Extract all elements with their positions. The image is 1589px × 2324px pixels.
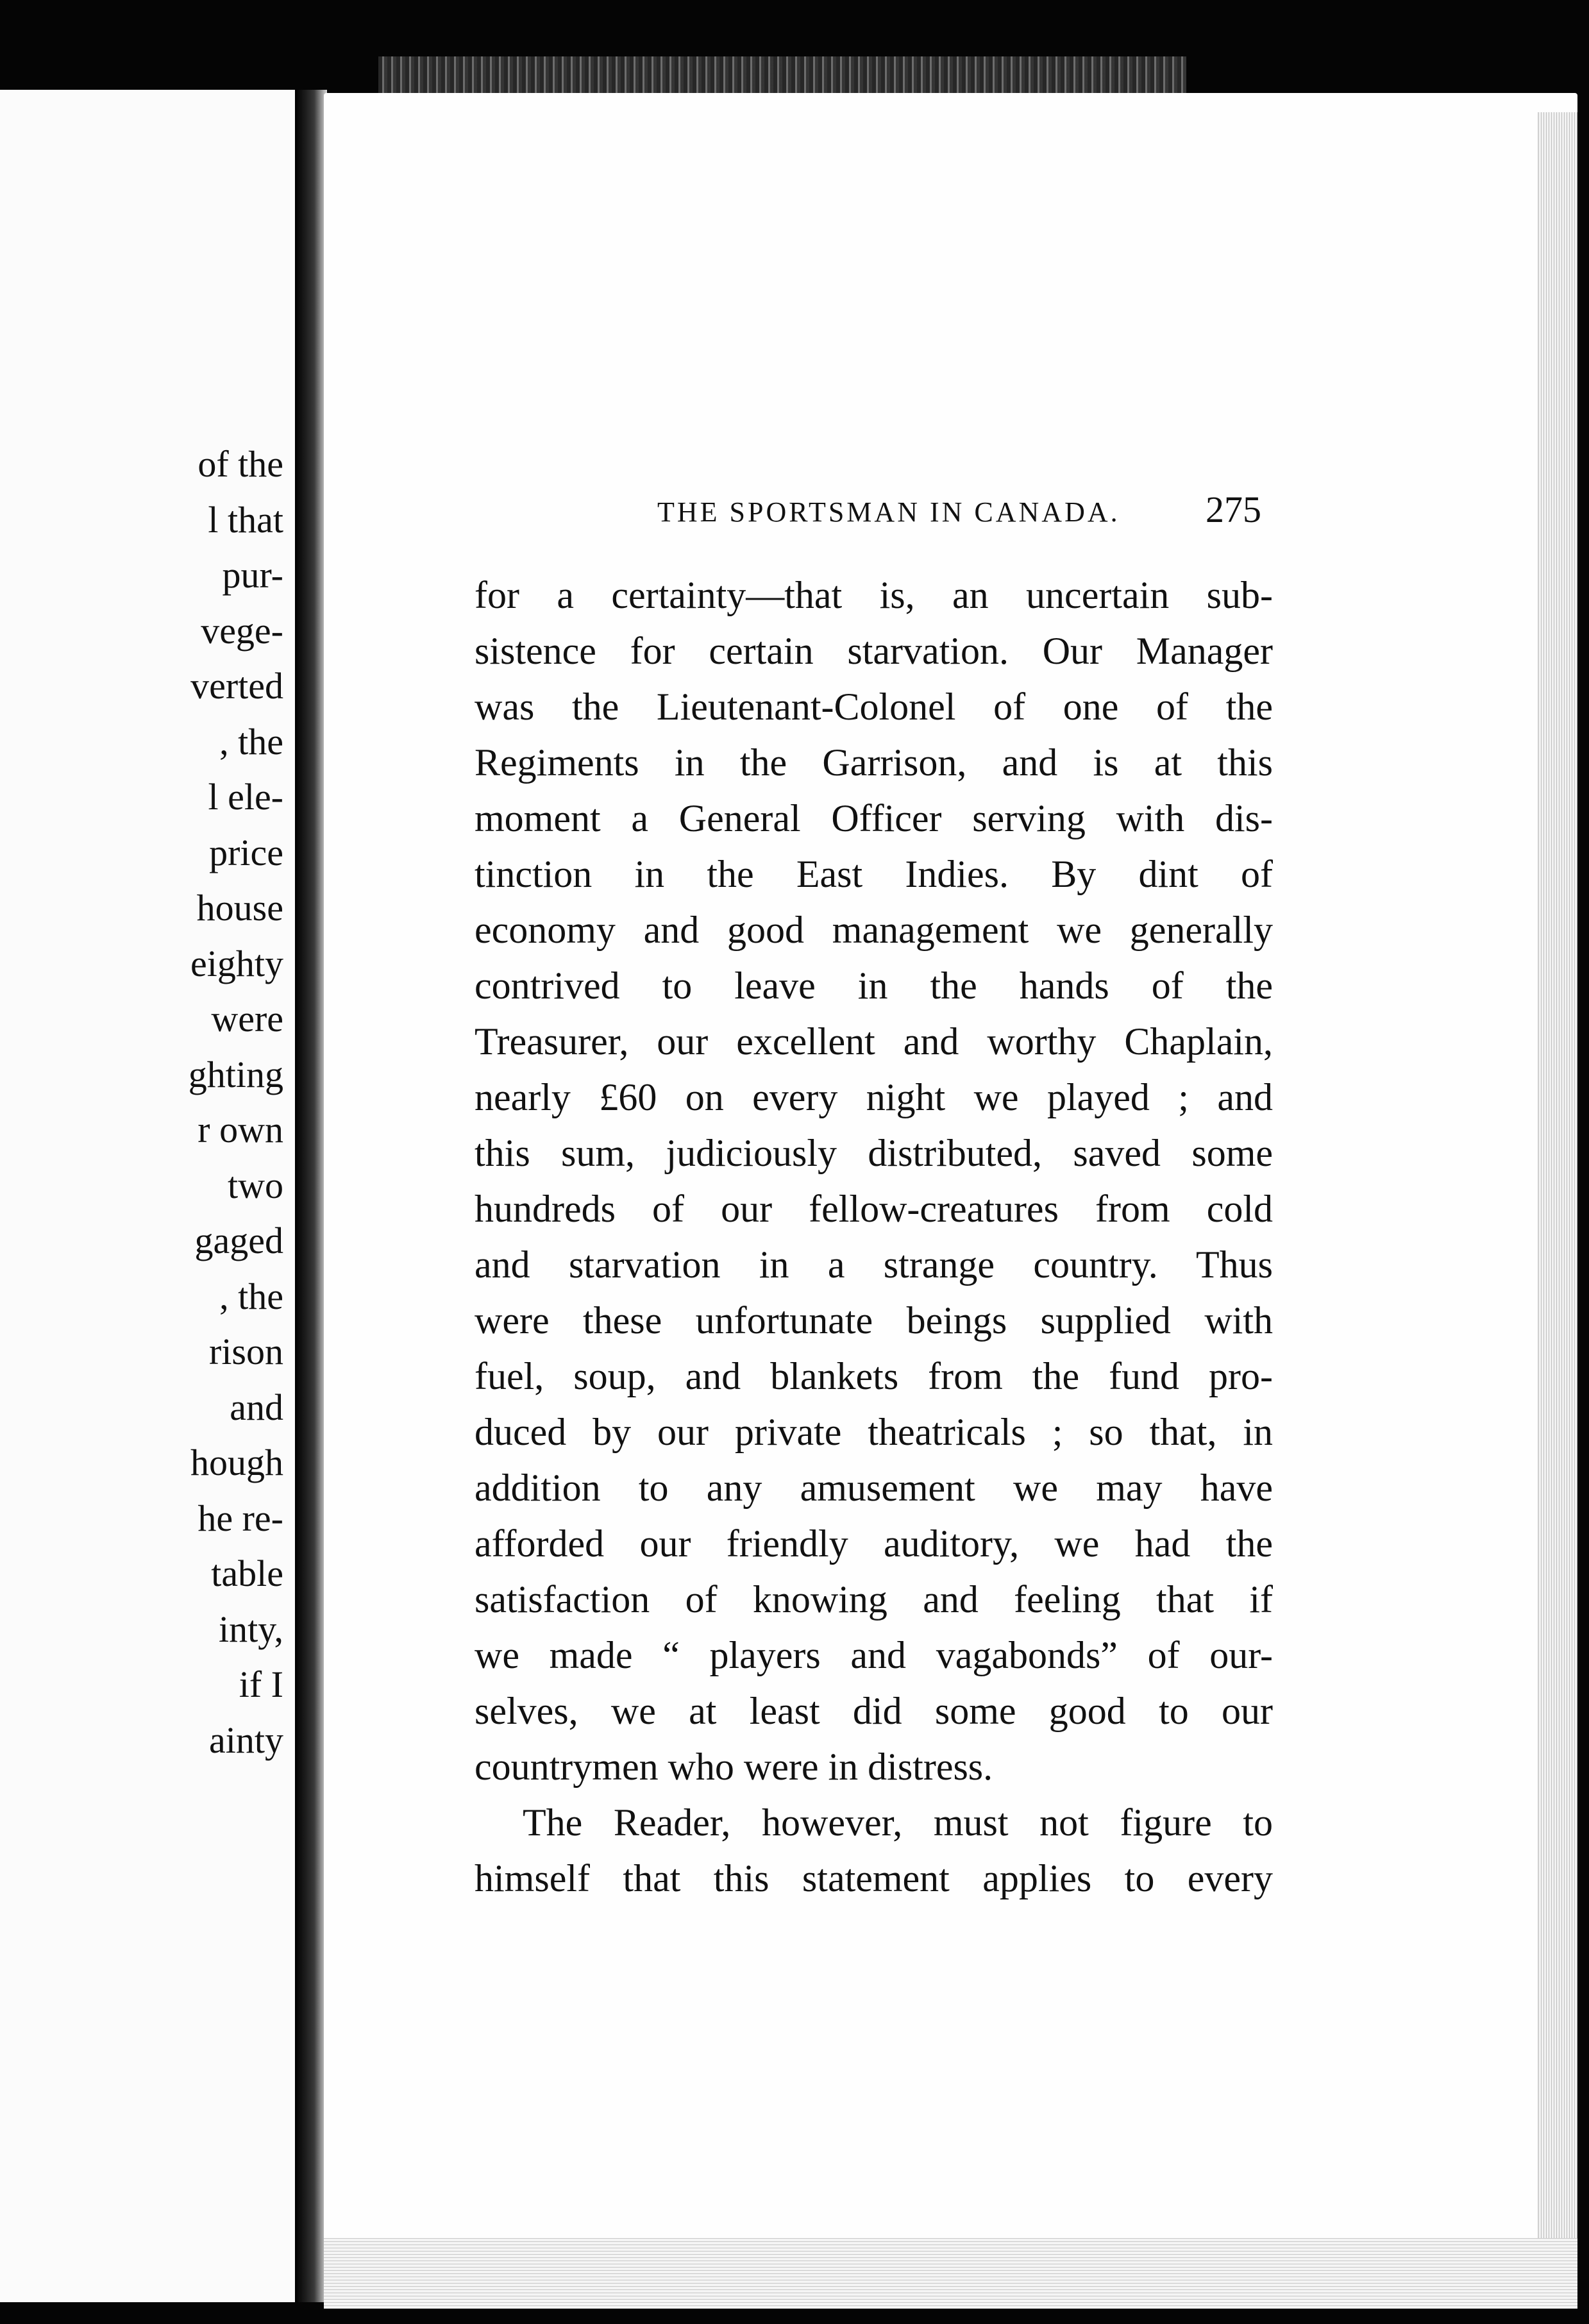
left-page-line: table	[211, 1553, 283, 1594]
text-line: hundreds of our fellow-creatures from cold	[475, 1188, 1273, 1230]
book-gutter	[295, 90, 327, 2302]
page-bottom-edge	[324, 2238, 1577, 2309]
text-line: were these unfortunate beings supplied with	[475, 1299, 1273, 1342]
left-page-line: , the	[219, 1275, 283, 1317]
left-page-line: of the	[198, 443, 283, 485]
left-page-line: hough	[190, 1442, 283, 1483]
text-line: afforded our friendly auditory, we had the	[475, 1522, 1273, 1565]
text-line: selves, we at least did some good to our	[475, 1690, 1273, 1732]
text-line: economy and good management we generally	[475, 909, 1273, 951]
left-page-line: l ele-	[208, 776, 283, 818]
text-line: Treasurer, our excellent and worthy Chaplain,	[475, 1020, 1273, 1063]
left-page-line: house	[196, 887, 283, 929]
text-line: fuel, soup, and blankets from the fund pro-	[475, 1355, 1273, 1397]
text-line: and starvation in a strange country. Thus	[475, 1243, 1273, 1286]
left-page-line: gaged	[194, 1220, 283, 1261]
text-line: for a certainty—that is, an uncertain sub-	[475, 574, 1273, 616]
page-fore-edge	[1538, 112, 1577, 2305]
text-line: satisfaction of knowing and feeling that if	[475, 1578, 1273, 1621]
text-line: moment a General Officer serving with dis-	[475, 797, 1273, 839]
left-page-line: if I	[239, 1663, 283, 1705]
current-page	[324, 93, 1577, 2309]
text-line: tinction in the East Indies. By dint of	[475, 853, 1273, 895]
left-page-line: two	[228, 1164, 283, 1206]
left-page-line: inty,	[219, 1608, 283, 1650]
left-page-line: , the	[219, 720, 283, 762]
text-line: was the Lieutenant-Colonel of one of the	[475, 686, 1273, 728]
left-page-line: eighty	[190, 942, 283, 984]
left-page-line: r own	[198, 1109, 283, 1150]
text-line: sistence for certain starvation. Our Manager	[475, 630, 1273, 672]
left-page-line: ainty	[209, 1719, 283, 1761]
text-line: this sum, judiciously distributed, saved some	[475, 1132, 1273, 1174]
text-line: himself that this statement applies to every	[475, 1857, 1273, 1899]
left-page-line: price	[209, 831, 283, 873]
left-page-line: pur-	[222, 554, 283, 596]
left-page-line: and	[230, 1386, 283, 1428]
left-page-line: rison	[209, 1331, 283, 1372]
running-head	[324, 491, 1577, 542]
previous-page-fragment	[0, 90, 295, 2302]
text-line: contrived to leave in the hands of the	[475, 964, 1273, 1007]
text-line: Regiments in the Garrison, and is at this	[475, 741, 1273, 784]
left-page-line: were	[211, 998, 283, 1040]
left-page-line: vege-	[201, 609, 283, 652]
scan-top-edge	[378, 56, 1186, 96]
text-line: we made “ players and vagabonds” of our-	[475, 1634, 1273, 1676]
text-line: The Reader, however, must not figure to	[523, 1801, 1273, 1844]
left-page-line: verted	[190, 665, 283, 707]
text-line: countrymen who were in distress.	[475, 1746, 993, 1788]
page-number: 275	[1206, 489, 1261, 530]
left-page-line: he re-	[198, 1497, 283, 1539]
text-line: duced by our private theatricals ; so that, in	[475, 1411, 1273, 1453]
left-page-line: l that	[208, 498, 283, 541]
left-page-line: ghting	[188, 1053, 283, 1095]
body-text	[475, 568, 1273, 1907]
text-line: nearly £60 on every night we played ; and	[475, 1076, 1273, 1118]
text-line: addition to any amusement we may have	[475, 1467, 1273, 1509]
running-title: THE SPORTSMAN IN CANADA.	[657, 496, 1120, 528]
